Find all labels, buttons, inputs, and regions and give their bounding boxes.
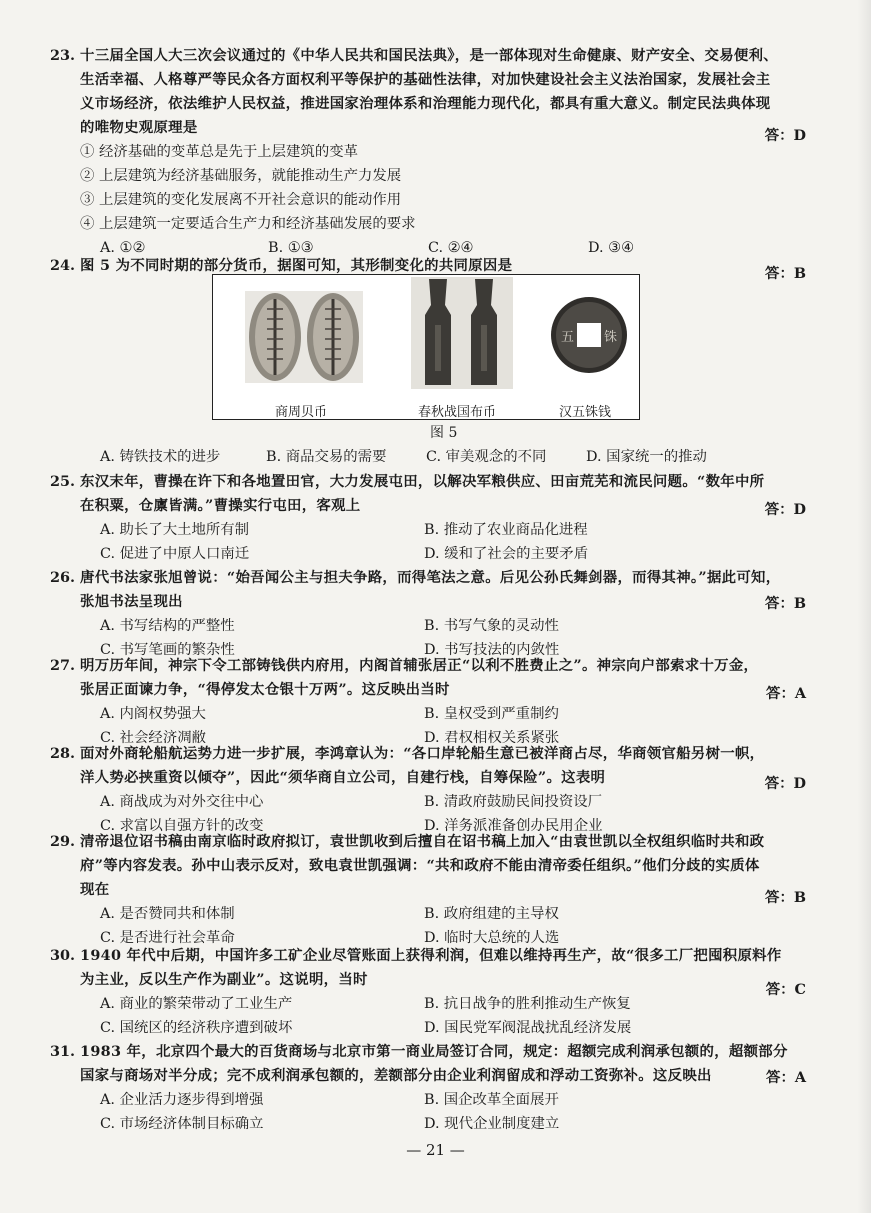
question-number: 31. <box>50 1043 76 1060</box>
option-a: A. 书写结构的严整性 <box>100 618 235 634</box>
options-row <box>80 1112 820 1136</box>
question-27 <box>50 654 820 750</box>
options-row <box>80 1016 820 1040</box>
question-stem-line: 清帝退位诏书稿由南京临时政府拟订，袁世凯收到后擅自在诏书稿上加入“由袁世凯以全权组织临时共和政 <box>80 833 765 850</box>
question-stem-line: 在积粟，仓廪皆满。”曹操实行屯田，客观上 <box>80 497 361 514</box>
question-number: 25. <box>50 473 76 490</box>
options-row <box>80 614 820 638</box>
option-c: C. 审美观念的不同 <box>426 449 547 465</box>
question-30 <box>50 944 820 1040</box>
options-row <box>80 992 820 1016</box>
option-a: A. 商业的繁荣带动了工业生产 <box>100 996 293 1012</box>
wuzhu-coin-image <box>551 297 627 373</box>
options-row <box>80 445 820 469</box>
option-c: C. 市场经济体制目标确立 <box>100 1116 264 1132</box>
question-stem-line: 义市场经济，依法维护人民权益，推进国家治理体系和治理能力现代化，都具有重大意义。制定民法典体现 <box>80 95 771 112</box>
question-29 <box>50 830 820 950</box>
answer-key: 答：D <box>764 501 806 518</box>
answer-key: 答：D <box>764 127 806 144</box>
question-stem-line: 东汉末年，曹操在许下和各地置田官，大力发展屯田，以解决军粮供应、田亩荒芜和流民问题。“数年中所 <box>80 473 765 490</box>
statement-item: ② 上层建筑为经济基础服务，就能推动生产力发展 <box>80 168 402 184</box>
question-number: 24. <box>50 257 76 274</box>
option-a: A. 铸铁技术的进步 <box>100 449 221 465</box>
option-b: B. 清政府鼓励民间投资设厂 <box>424 794 603 810</box>
question-stem-line: 府”等内容发表。孙中山表示反对，致电袁世凯强调：“共和政府不能由清帝委任组织。”他们分歧的实质体 <box>80 857 760 874</box>
option-b: B. ①③ <box>268 240 314 256</box>
question-stem-line: 生活幸福、人格尊严等民众各方面权利平等保护的基础性法律，对加快建设社会主义法治国家，发展社会主 <box>80 71 771 88</box>
currency-figure <box>212 274 640 420</box>
option-d: D. 洋务派准备创办民用企业 <box>424 818 603 834</box>
question-24-options <box>80 445 820 469</box>
question-23 <box>50 44 820 260</box>
question-31 <box>50 1040 820 1136</box>
option-b: B. 皇权受到严重制约 <box>424 706 559 722</box>
option-d: D. 书写技法的内敛性 <box>424 642 560 658</box>
question-stem-line: 张居正面谏力争，“得停发太仓银十万两”。这反映出当时 <box>80 681 450 698</box>
question-stem-line: 的唯物史观原理是 <box>80 119 198 136</box>
option-d: D. 国民党军阀混战扰乱经济发展 <box>424 1020 632 1036</box>
option-b: B. 商品交易的需要 <box>266 449 387 465</box>
option-c: C. 促进了中原人口南迁 <box>100 546 250 562</box>
answer-key: 答：D <box>764 775 806 792</box>
answer-key: 答：C <box>765 981 806 998</box>
options-row <box>80 790 820 814</box>
question-stem-line: 为主业，反以生产作为副业”。这说明，当时 <box>80 971 368 988</box>
statement-item: ① 经济基础的变革总是先于上层建筑的变革 <box>80 144 358 160</box>
option-a: A. ①② <box>100 240 146 256</box>
option-d: D. 缓和了社会的主要矛盾 <box>424 546 589 562</box>
option-a: A. 助长了大土地所有制 <box>100 522 250 538</box>
question-number: 27. <box>50 657 76 674</box>
question-number: 23. <box>50 47 76 64</box>
question-stem-line: 国家与商场对半分成；完不成利润承包额的，差额部分由企业利润留成和浮动工资弥补。这反映出 <box>80 1067 712 1084</box>
answer-key: 答：A <box>766 1069 806 1086</box>
option-b: B. 抗日战争的胜利推动生产恢复 <box>424 996 631 1012</box>
question-stem-line: 唐代书法家张旭曾说：“始吾闻公主与担夫争路，而得笔法之意。后见公孙氏舞剑器，而得其神。”据此可知， <box>80 569 781 586</box>
question-stem-line: 十三届全国人大三次会议通过的《中华人民共和国民法典》，是一部体现对生命健康、财产安全、交易便利、 <box>80 47 778 64</box>
option-d: D. 现代企业制度建立 <box>424 1116 560 1132</box>
answer-key: 答：B <box>765 265 806 282</box>
options-row <box>80 542 820 566</box>
question-stem-line: 张旭书法呈现出 <box>80 593 183 610</box>
question-stem-line: 明万历年间，神宗下令工部铸钱供内府用，内阁首辅张居正“以利不胜费止之”。神宗向户部索求十万金， <box>80 657 759 674</box>
figure-caption: 汉五铢钱 <box>559 405 612 420</box>
coin-character: 铢 <box>604 330 618 345</box>
option-b: B. 推动了农业商品化进程 <box>424 522 588 538</box>
question-stem-line: 1983 年，北京四个最大的百货商场与北京市第一商业局签订合同，规定：超额完成利润承包额的，超额部分 <box>80 1043 788 1060</box>
option-c: C. 社会经济凋敝 <box>100 730 206 746</box>
option-c: C. 求富以自强方针的改变 <box>100 818 264 834</box>
figure-caption: 商周贝币 <box>275 405 328 420</box>
option-a: A. 是否赞同共和体制 <box>100 906 235 922</box>
options-row <box>80 518 820 542</box>
answer-key: 答：A <box>766 685 806 702</box>
option-b: B. 书写气象的灵动性 <box>424 618 559 634</box>
question-stem-line: 图 5 为不同时期的部分货币，据图可知，其形制变化的共同原因是 <box>80 257 513 274</box>
spade-coin-image <box>411 277 513 389</box>
option-a: A. 内阁权势强大 <box>100 706 206 722</box>
coin-character: 五 <box>561 330 575 345</box>
option-d: D. 国家统一的推动 <box>586 449 707 465</box>
currency-illustration <box>213 275 639 401</box>
shell-coin-image <box>245 291 363 383</box>
figure-caption: 春秋战国布币 <box>418 405 497 420</box>
question-25 <box>50 470 820 566</box>
option-b: B. 政府组建的主导权 <box>424 906 559 922</box>
question-number: 26. <box>50 569 76 586</box>
answer-key: 答：B <box>765 595 806 612</box>
option-c: C. 书写笔画的繁杂性 <box>100 642 235 658</box>
question-stem-line: 现在 <box>80 881 110 898</box>
options-row <box>80 702 820 726</box>
option-c: C. 是否进行社会革命 <box>100 930 235 946</box>
option-a: A. 商战成为对外交往中心 <box>100 794 264 810</box>
page-number: — 21 — <box>406 1141 465 1159</box>
question-number: 30. <box>50 947 76 964</box>
question-stem-line: 面对外商轮船航运势力进一步扩展，李鸿章认为：“各口岸轮船生意已被洋商占尽，华商领官船另树一帜， <box>80 745 765 762</box>
question-stem-line: 1940 年代中后期，中国许多工矿企业尽管账面上获得利润，但难以维持再生产，故“很多工厂把囤积原料作 <box>80 947 782 964</box>
option-c: C. 国统区的经济秩序遭到破坏 <box>100 1020 293 1036</box>
option-b: B. 国企改革全面展开 <box>424 1092 559 1108</box>
question-stem-line: 洋人势必挟重资以倾夺”，因此“须华商自立公司，自建行栈，自筹保险”。这表明 <box>80 769 606 786</box>
option-c: C. ②④ <box>428 240 474 256</box>
figure-title: 图 5 <box>430 425 458 441</box>
statement-item: ③ 上层建筑的变化发展离不开社会意识的能动作用 <box>80 192 402 208</box>
option-a: A. 企业活力逐步得到增强 <box>100 1092 264 1108</box>
answer-key: 答：B <box>765 889 806 906</box>
option-d: D. ③④ <box>588 240 634 256</box>
option-d: D. 临时大总统的人选 <box>424 930 560 946</box>
question-number: 29. <box>50 833 76 850</box>
statement-item: ④ 上层建筑一定要适合生产力和经济基础发展的要求 <box>80 216 416 232</box>
question-28 <box>50 742 820 838</box>
option-d: D. 君权相权关系紧张 <box>424 730 560 746</box>
options-row <box>80 902 820 926</box>
question-number: 28. <box>50 745 76 762</box>
options-row <box>80 1088 820 1112</box>
question-26 <box>50 566 820 662</box>
scan-edge-shadow <box>857 0 871 1213</box>
